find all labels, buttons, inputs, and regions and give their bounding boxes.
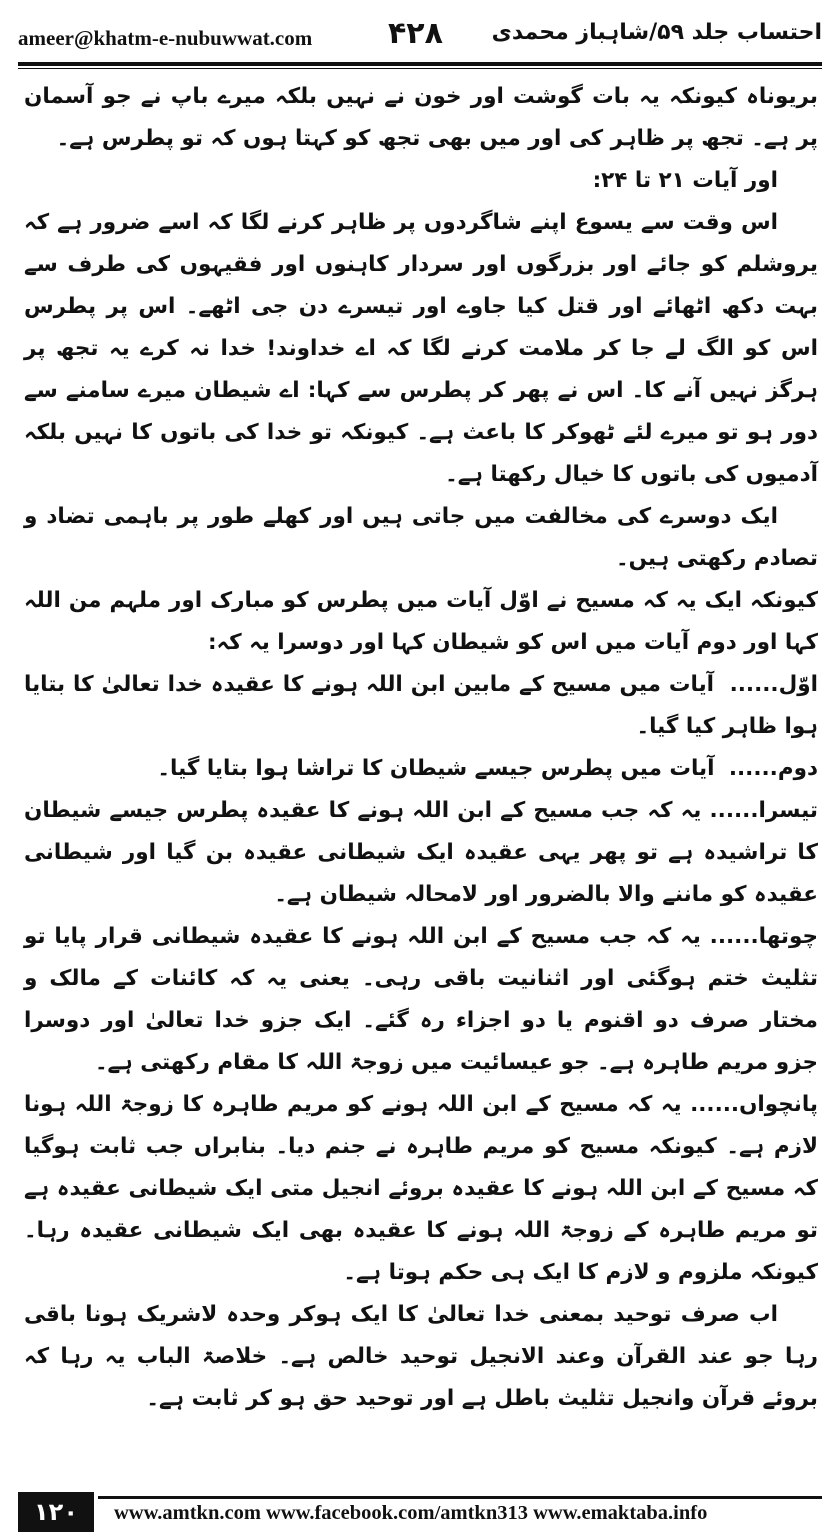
paragraph-verses-heading: اور آیات ۲۱ تا ۲۴: <box>592 168 778 193</box>
page-body <box>24 76 818 1420</box>
list-item-text: آیات میں مسیح کے مابین ابن اللہ ہونے کا عقیدہ خدا تعالیٰ کا بتایا ہوا ظاہر کیا گیا۔ <box>24 672 818 739</box>
header-rule <box>18 62 822 66</box>
list-item-label: پانچواں...... <box>690 1092 818 1117</box>
paragraph-5: کیونکہ ایک یہ کہ مسیح نے اوّل آیات میں پطرس کو مبارک اور ملہم من اللہ کہا اور دوم آیات میں اس کو شیطان کہا اور دوسرا یہ کہ: <box>24 588 818 655</box>
running-title: احتساب جلد ۵۹/شاہباز محمدی <box>491 20 822 45</box>
paragraph-4: ایک دوسرے کی مخالفت میں جاتی ہیں اور کھلے طور پر باہمی تضاد و تصادم رکھتی ہیں۔ <box>24 504 818 571</box>
list-item-3 <box>24 790 818 916</box>
footer-links[interactable]: www.amtkn.com www.facebook.com/amtkn313 www.emaktaba.info <box>114 1502 708 1524</box>
list-item-text: یہ کہ جب مسیح کے ابن اللہ ہونے کا عقیدہ شیطانی قرار پایا تو تثلیث ختم ہوگئی اور اثنانیت باقی رہی۔ یعنی یہ کہ کائنات کے مالک و مختار صرف دو اقنوم یا دو اجزاء رہ گئے۔ ایک جزو خدا تعالیٰ اور دوسرا جزو مریم طاہرہ ہے۔ جو عیسائیت میں زوجۃ اللہ کا مقام رکھتی ہے۔ <box>24 924 818 1075</box>
list-item-label: چوتھا...... <box>709 924 818 949</box>
header-rule-thin <box>18 68 822 69</box>
list-item-text: یہ کہ جب مسیح کے ابن اللہ ہونے کا عقیدہ پطرس جیسے شیطان کا تراشیدہ ہے تو پھر یہی عقیدہ ایک شیطانی عقیدہ بن گیا اور شیطانی عقیدہ کو ماننے والا بالضرور اور لامحالہ شیطان ہے۔ <box>24 798 818 907</box>
list-item-text: یہ کہ مسیح کے ابن اللہ ہونے کو مریم طاہرہ کا زوجۃ اللہ ہونا لازم ہے۔ کیونکہ مسیح کو مریم طاہرہ نے جنم دیا۔ بنابراں جب ثابت ہوگیا کہ مسیح کے ابن اللہ ہونے کا عقیدہ بروئے انجیل متی ایک شیطانی عقیدہ ہے تو مریم طاہرہ کے زوجۃ اللہ ہونے کا عقیدہ بھی ایک شیطانی عقیدہ رہا۔ کیونکہ ملزوم و لازم کا ایک ہی حکم ہوتا ہے۔ <box>24 1092 818 1285</box>
paragraph-1: بریوناہ کیونکہ یہ بات گوشت اور خون نے نہیں بلکہ میرے باپ نے جو آسمان پر ہے۔ تجھ پر ظاہر کی اور میں بھی تجھ کو کہتا ہوں کہ تو پطرس ہے۔ <box>24 84 818 151</box>
page-number: ۴۲۸ <box>388 16 443 51</box>
list-item-text: آیات میں پطرس جیسے شیطان کا تراشا ہوا بتایا گیا۔ <box>157 756 715 781</box>
closing-paragraph: اب صرف توحید بمعنی خدا تعالیٰ کا ایک ہوکر وحدہ لاشریک ہونا باقی رہا جو عند القرآن وعند الانجیل توحید خالص ہے۔ خلاصۃ الباب یہ رہا کہ بروئے قرآن وانجیل تثلیث باطل ہے اور توحید حق ہو کر ثابت ہے۔ <box>24 1302 818 1411</box>
list-item-label: دوم...... <box>728 756 818 781</box>
paragraph-3: اس وقت سے یسوع اپنے شاگردوں پر ظاہر کرنے لگا کہ اسے ضرور ہے کہ یروشلم کو جائے اور بزرگوں اور سردار کاہنوں اور فقیہوں کی طرف سے بہت دکھ اٹھائے اور قتل کیا جاوے اور تیسرے دن جی اٹھے۔ اس پر پطرس اس کو الگ لے جا کر ملامت کرنے لگا کہ اے خداوند! خدا نہ کرے یہ تجھ پر ہرگز نہیں آنے کا۔ اس نے پھر کر پطرس سے کہا: اے شیطان میرے سامنے سے دور ہو تو میرے لئے ٹھوکر کا باعث ہے۔ کیونکہ تو خدا کی باتوں کا نہیں بلکہ آدمیوں کی باتوں کا خیال رکھتا ہے۔ <box>24 210 818 487</box>
header-email[interactable]: ameer@khatm-e-nubuwwat.com <box>18 26 313 50</box>
list-item-4 <box>24 916 818 1084</box>
list-item-1 <box>24 664 818 748</box>
footer-rule <box>98 1496 822 1499</box>
list-item-5 <box>24 1084 818 1294</box>
footer-page-box: ۱۲۰ <box>18 1492 94 1532</box>
page-header <box>18 18 822 60</box>
list-item-label: اوّل...... <box>729 672 818 697</box>
page-footer <box>18 1492 822 1532</box>
list-item-2 <box>24 748 818 790</box>
list-item-label: تیسرا...... <box>709 798 818 823</box>
